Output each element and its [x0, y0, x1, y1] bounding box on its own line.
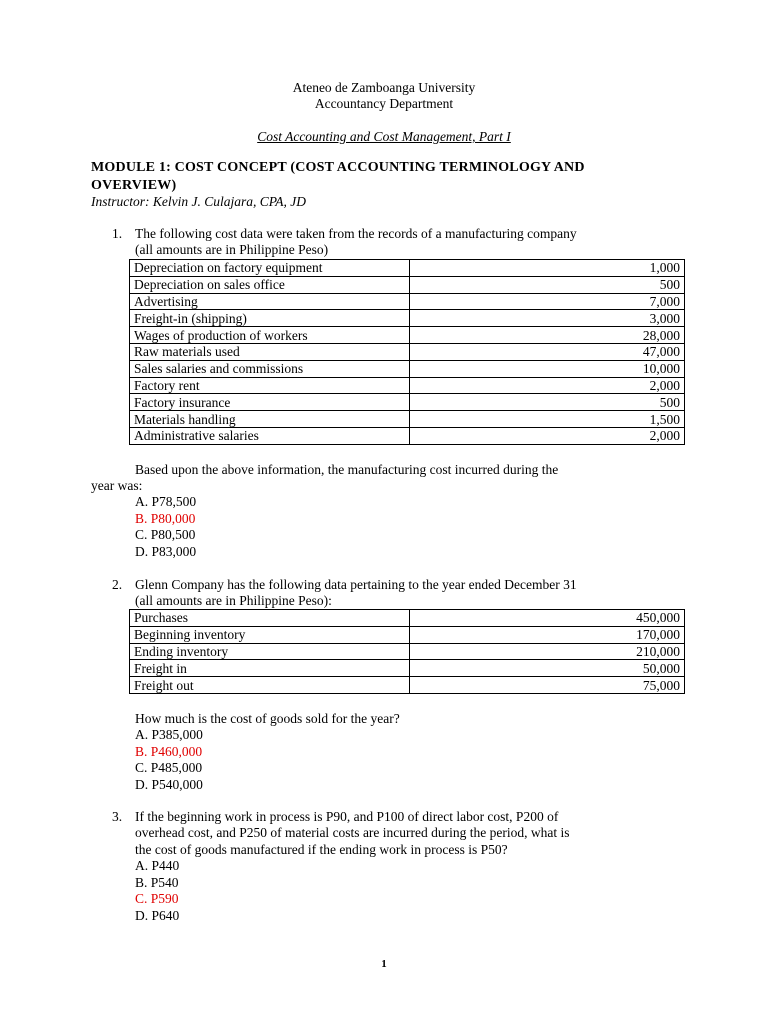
q3-option: A. P440 [135, 858, 180, 873]
table-row [130, 677, 685, 694]
row-label: Ending inventory [130, 643, 410, 660]
table-row [130, 276, 685, 293]
table-row [130, 394, 685, 411]
table-row [130, 377, 685, 394]
q2-option: D. P540,000 [135, 776, 203, 792]
row-value: 28,000 [409, 327, 684, 344]
table-row [130, 343, 685, 360]
row-value: 1,000 [409, 260, 684, 277]
row-label: Administrative salaries [130, 427, 410, 444]
q3-option: C. P590 [135, 891, 179, 906]
row-value: 75,000 [409, 677, 685, 694]
q1-intro-line2: (all amounts are in Philippine Peso) [135, 242, 329, 257]
module-title-line1: MODULE 1: COST CONCEPT (COST ACCOUNTING TERMINOLOGY AND [91, 160, 585, 175]
q1-question-line1: Based upon the above information, the manufacturing cost incurred during the [135, 462, 559, 477]
row-label: Advertising [130, 293, 410, 310]
table-row [130, 610, 685, 627]
q2-question: How much is the cost of goods sold for the year? [135, 711, 400, 726]
row-value: 1,500 [409, 411, 684, 428]
row-label: Wages of production of workers [130, 327, 410, 344]
row-value: 500 [409, 394, 684, 411]
row-label: Sales salaries and commissions [130, 360, 410, 377]
q1-question-line2: year was: [91, 478, 143, 493]
row-label: Depreciation on sales office [130, 276, 410, 293]
course-title [0, 129, 768, 145]
table-row [130, 643, 685, 660]
q3-line3: the cost of goods manufactured if the ending work in process is P50? [135, 842, 508, 857]
q2-intro-line1: Glenn Company has the following data pertaining to the year ended December 31 [135, 577, 577, 592]
row-value: 50,000 [409, 660, 685, 677]
row-value: 210,000 [409, 643, 685, 660]
q3-option: B. P540 [135, 874, 179, 890]
q2-option: B. P460,000 [135, 743, 203, 759]
q3-option: D. P640 [135, 907, 180, 923]
row-label: Beginning inventory [130, 626, 410, 643]
table-row [130, 310, 685, 327]
q2-intro-line2: (all amounts are in Philippine Peso): [135, 593, 332, 608]
table-row [130, 411, 685, 428]
row-value: 170,000 [409, 626, 685, 643]
row-label: Materials handling [130, 411, 410, 428]
table-row [130, 260, 685, 277]
q1-intro-line1: The following cost data were taken from the records of a manufacturing company [135, 226, 577, 241]
department-name: Accountancy Department [314, 96, 454, 111]
table-row [130, 327, 685, 344]
row-label: Depreciation on factory equipment [130, 260, 410, 277]
row-value: 2,000 [409, 427, 684, 444]
q1-option: B. P80,000 [135, 510, 196, 526]
row-value: 3,000 [409, 310, 684, 327]
row-label: Factory rent [130, 377, 410, 394]
row-label: Raw materials used [130, 343, 410, 360]
row-label: Freight-in (shipping) [130, 310, 410, 327]
q3-line1: If the beginning work in process is P90, and P100 of direct labor cost, P200 of [135, 809, 559, 824]
row-value: 450,000 [409, 610, 685, 627]
university-name: Ateneo de Zamboanga University [292, 80, 476, 95]
q1-cost-table [129, 259, 685, 445]
row-value: 7,000 [409, 293, 684, 310]
table-row [130, 427, 685, 444]
row-value: 47,000 [409, 343, 684, 360]
module-title-line2: OVERVIEW) [91, 178, 177, 193]
q1-number: 1. [112, 226, 123, 241]
row-label: Freight in [130, 660, 410, 677]
row-label: Freight out [130, 677, 410, 694]
q3-line2: overhead cost, and P250 of material costs are incurred during the period, what is [135, 825, 570, 840]
row-value: 2,000 [409, 377, 684, 394]
row-label: Purchases [130, 610, 410, 627]
table-row [130, 293, 685, 310]
q1-option: A. P78,500 [135, 494, 197, 509]
row-value: 10,000 [409, 360, 684, 377]
table-row [130, 660, 685, 677]
q1-option: C. P80,500 [135, 527, 196, 542]
table-row [130, 626, 685, 643]
row-value: 500 [409, 276, 684, 293]
course-title-text: Cost Accounting and Cost Management, Part I [257, 129, 511, 144]
q1-option: D. P83,000 [135, 543, 197, 559]
q2-option: A. P385,000 [135, 727, 203, 742]
q2-option: C. P485,000 [135, 760, 203, 775]
q3-number: 3. [112, 809, 123, 824]
instructor: Instructor: Kelvin J. Culajara, CPA, JD [91, 194, 306, 209]
table-row [130, 360, 685, 377]
page-number: 1 [381, 958, 387, 970]
q2-data-table [129, 609, 685, 694]
row-label: Factory insurance [130, 394, 410, 411]
q2-number: 2. [112, 577, 123, 592]
